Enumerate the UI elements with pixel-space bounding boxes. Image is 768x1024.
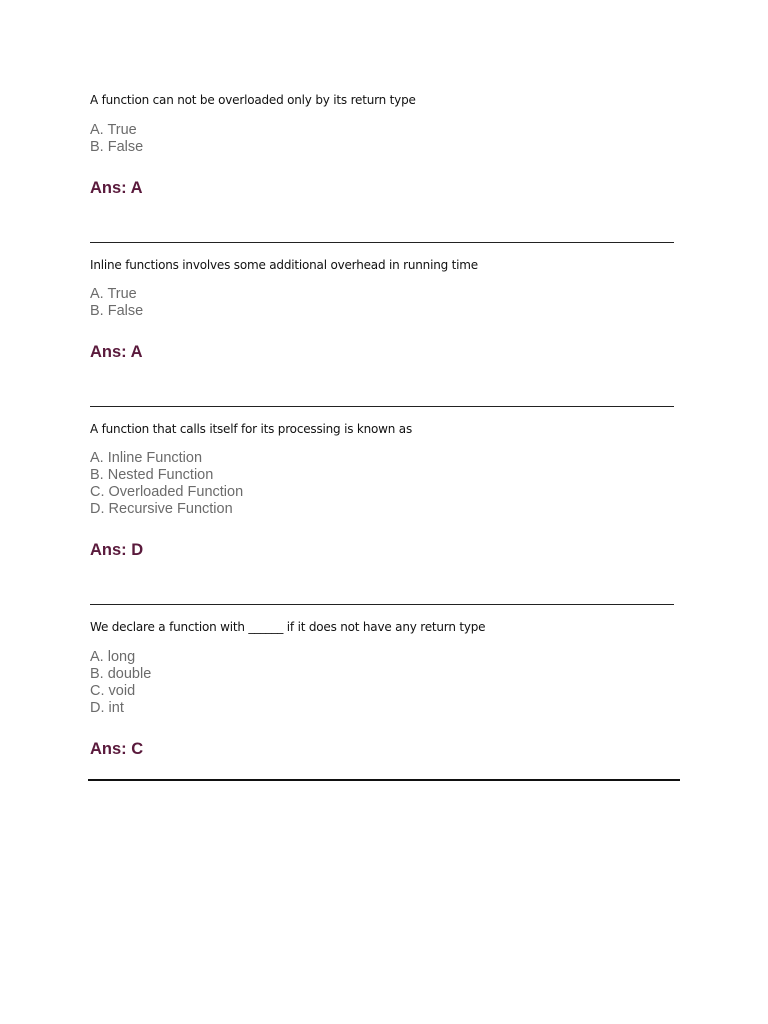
option-item: D. int bbox=[90, 700, 124, 716]
options-list bbox=[90, 450, 243, 518]
option-item: B. False bbox=[90, 139, 144, 155]
options-list bbox=[90, 649, 151, 717]
question-text: Inline functions involves some additional overhead in running time bbox=[90, 258, 478, 272]
question-text: We declare a function with ______ if it does not have any return type bbox=[90, 620, 486, 634]
option-item: A. True bbox=[90, 122, 137, 138]
separator-line bbox=[90, 406, 674, 407]
option-item: B. double bbox=[90, 666, 152, 682]
option-item: D. Recursive Function bbox=[90, 501, 233, 517]
end-rule bbox=[88, 779, 680, 781]
answer-label: Ans: A bbox=[90, 343, 143, 361]
option-item: C. void bbox=[90, 683, 136, 699]
answer-label: Ans: A bbox=[90, 179, 143, 197]
option-item: C. Overloaded Function bbox=[90, 484, 244, 500]
option-item: B. False bbox=[90, 303, 144, 319]
separator-line bbox=[90, 604, 674, 605]
separator-line bbox=[90, 242, 674, 243]
answer-label: Ans: C bbox=[90, 740, 144, 758]
option-item: A. Inline Function bbox=[90, 450, 203, 466]
option-item: B. Nested Function bbox=[90, 467, 214, 483]
options-list bbox=[90, 286, 143, 320]
option-item: A. long bbox=[90, 649, 136, 665]
question-text: A function that calls itself for its processing is known as bbox=[90, 422, 413, 436]
options-list bbox=[90, 122, 143, 156]
option-item: A. True bbox=[90, 286, 137, 302]
question-text: A function can not be overloaded only by its return type bbox=[90, 93, 416, 107]
answer-label: Ans: D bbox=[90, 541, 144, 559]
